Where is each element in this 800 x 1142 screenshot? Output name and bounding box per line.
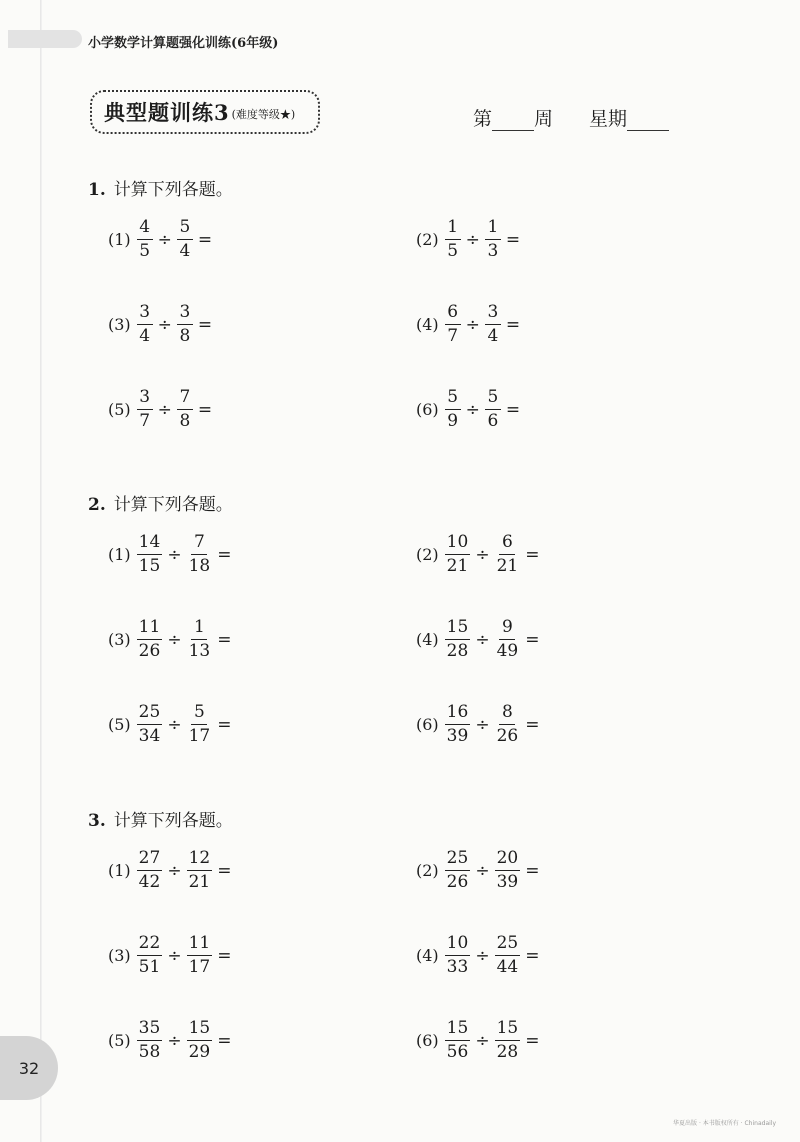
problem-1-6 bbox=[416, 389, 525, 430]
numerator: 15 bbox=[445, 1020, 471, 1041]
numerator: 7 bbox=[191, 534, 207, 555]
page-binding-edge bbox=[40, 0, 42, 1142]
numerator: 5 bbox=[445, 389, 461, 410]
divisor-fraction bbox=[495, 1020, 521, 1061]
equals-sign: = bbox=[217, 860, 232, 881]
denominator: 4 bbox=[139, 326, 151, 346]
denominator: 17 bbox=[188, 957, 211, 977]
divisor-fraction bbox=[495, 534, 521, 575]
problem-1-5 bbox=[108, 389, 217, 430]
equals-sign: = bbox=[197, 314, 213, 335]
divisor-fraction bbox=[187, 704, 213, 745]
problem-label: (2) bbox=[416, 861, 439, 880]
divisor-fraction bbox=[177, 389, 193, 430]
divisor-fraction bbox=[485, 219, 501, 260]
problem-label: (2) bbox=[416, 545, 439, 564]
equals-sign: = bbox=[217, 629, 232, 650]
denominator: 28 bbox=[446, 641, 469, 661]
numerator: 14 bbox=[137, 534, 163, 555]
denominator: 26 bbox=[496, 726, 519, 746]
numerator: 20 bbox=[495, 850, 521, 871]
section-instruction: 计算下列各题。 bbox=[113, 180, 233, 200]
equals-sign: = bbox=[525, 1030, 540, 1051]
divide-sign: ÷ bbox=[465, 229, 480, 250]
problem-label: (3) bbox=[108, 315, 131, 334]
denominator: 44 bbox=[496, 957, 519, 977]
book-title: 小学数学计算题强化训练(6年级) bbox=[88, 36, 279, 51]
denominator: 5 bbox=[139, 241, 151, 261]
problem-label: (1) bbox=[108, 545, 131, 564]
denominator: 28 bbox=[496, 1042, 519, 1062]
numerator: 10 bbox=[445, 935, 471, 956]
denominator: 21 bbox=[446, 556, 469, 576]
numerator: 12 bbox=[187, 850, 213, 871]
divisor-fraction bbox=[495, 850, 521, 891]
dividend-fraction bbox=[445, 219, 461, 260]
denominator: 7 bbox=[139, 411, 151, 431]
problem-3-3 bbox=[108, 935, 236, 976]
numerator: 8 bbox=[499, 704, 515, 725]
equals-sign: = bbox=[525, 860, 540, 881]
numerator: 5 bbox=[191, 704, 207, 725]
dividend-fraction bbox=[137, 704, 163, 745]
exercise-title: 典型题训练3 bbox=[104, 100, 230, 125]
numerator: 15 bbox=[495, 1020, 521, 1041]
numerator: 1 bbox=[485, 219, 501, 240]
problem-2-6 bbox=[416, 704, 544, 745]
numerator: 22 bbox=[137, 935, 163, 956]
equals-sign: = bbox=[217, 714, 232, 735]
numerator: 4 bbox=[137, 219, 153, 240]
divide-sign: ÷ bbox=[167, 629, 182, 650]
numerator: 15 bbox=[445, 619, 471, 640]
denominator: 26 bbox=[446, 872, 469, 892]
denominator: 51 bbox=[138, 957, 161, 977]
denominator: 9 bbox=[447, 411, 459, 431]
equals-sign: = bbox=[525, 544, 540, 565]
equals-sign: = bbox=[505, 229, 521, 250]
problem-label: (4) bbox=[416, 315, 439, 334]
numerator: 11 bbox=[187, 935, 213, 956]
denominator: 17 bbox=[188, 726, 211, 746]
exercise-badge bbox=[90, 90, 320, 134]
numerator: 25 bbox=[137, 704, 163, 725]
section-3-title bbox=[88, 806, 233, 831]
divisor-fraction bbox=[187, 619, 213, 660]
header-tab-decoration bbox=[8, 30, 82, 48]
problem-label: (1) bbox=[108, 230, 131, 249]
problem-2-4 bbox=[416, 619, 544, 660]
dividend-fraction bbox=[137, 389, 153, 430]
divide-sign: ÷ bbox=[167, 714, 182, 735]
equals-sign: = bbox=[217, 945, 232, 966]
problem-3-4 bbox=[416, 935, 544, 976]
divisor-fraction bbox=[495, 704, 521, 745]
numerator: 7 bbox=[177, 389, 193, 410]
denominator: 4 bbox=[179, 241, 191, 261]
divisor-fraction bbox=[495, 619, 521, 660]
page-number: 32 bbox=[0, 1036, 58, 1100]
numerator: 6 bbox=[499, 534, 515, 555]
problem-1-3 bbox=[108, 304, 217, 345]
numerator: 6 bbox=[445, 304, 461, 325]
divide-sign: ÷ bbox=[157, 229, 172, 250]
numerator: 25 bbox=[445, 850, 471, 871]
problem-1-4 bbox=[416, 304, 525, 345]
dividend-fraction bbox=[445, 850, 471, 891]
problem-3-2 bbox=[416, 850, 544, 891]
problem-1-2 bbox=[416, 219, 525, 260]
numerator: 3 bbox=[137, 304, 153, 325]
dividend-fraction bbox=[137, 219, 153, 260]
problem-label: (4) bbox=[416, 630, 439, 649]
denominator: 34 bbox=[138, 726, 161, 746]
equals-sign: = bbox=[505, 314, 521, 335]
divide-sign: ÷ bbox=[167, 1030, 182, 1051]
divide-sign: ÷ bbox=[465, 314, 480, 335]
numerator: 3 bbox=[137, 389, 153, 410]
dividend-fraction bbox=[445, 534, 471, 575]
denominator: 42 bbox=[138, 872, 161, 892]
divide-sign: ÷ bbox=[465, 399, 480, 420]
problem-3-6 bbox=[416, 1020, 544, 1061]
dividend-fraction bbox=[137, 304, 153, 345]
denominator: 58 bbox=[138, 1042, 161, 1062]
denominator: 13 bbox=[188, 641, 211, 661]
weekday-label: 星期 bbox=[589, 108, 628, 130]
denominator: 8 bbox=[179, 411, 191, 431]
problem-label: (3) bbox=[108, 946, 131, 965]
equals-sign: = bbox=[217, 1030, 232, 1051]
equals-sign: = bbox=[525, 945, 540, 966]
numerator: 15 bbox=[187, 1020, 213, 1041]
section-number: 2. bbox=[88, 495, 106, 515]
divide-sign: ÷ bbox=[167, 860, 182, 881]
divisor-fraction bbox=[187, 1020, 213, 1061]
section-2-title bbox=[88, 490, 233, 515]
problem-label: (6) bbox=[416, 1031, 439, 1050]
footer-note: 华夏出版 · 本书版权所有 · Chinadaily bbox=[673, 1120, 776, 1127]
equals-sign: = bbox=[525, 714, 540, 735]
divisor-fraction bbox=[187, 850, 213, 891]
divide-sign: ÷ bbox=[167, 544, 182, 565]
dividend-fraction bbox=[445, 619, 471, 660]
dividend-fraction bbox=[137, 935, 163, 976]
numerator: 1 bbox=[445, 219, 461, 240]
problem-3-5 bbox=[108, 1020, 236, 1061]
problem-2-1 bbox=[108, 534, 236, 575]
week-suffix: 周 bbox=[534, 108, 554, 130]
dividend-fraction bbox=[137, 1020, 163, 1061]
divide-sign: ÷ bbox=[475, 544, 490, 565]
denominator: 39 bbox=[496, 872, 519, 892]
numerator: 3 bbox=[485, 304, 501, 325]
dividend-fraction bbox=[445, 389, 461, 430]
section-instruction: 计算下列各题。 bbox=[113, 811, 233, 831]
denominator: 5 bbox=[447, 241, 459, 261]
dividend-fraction bbox=[445, 704, 471, 745]
section-number: 3. bbox=[88, 811, 106, 831]
problem-2-3 bbox=[108, 619, 236, 660]
divide-sign: ÷ bbox=[475, 1030, 490, 1051]
denominator: 6 bbox=[487, 411, 499, 431]
week-blank[interactable] bbox=[492, 108, 534, 131]
problem-1-1 bbox=[108, 219, 217, 260]
problem-2-2 bbox=[416, 534, 544, 575]
divisor-fraction bbox=[187, 935, 213, 976]
numerator: 3 bbox=[177, 304, 193, 325]
divisor-fraction bbox=[177, 304, 193, 345]
equals-sign: = bbox=[505, 399, 521, 420]
denominator: 39 bbox=[446, 726, 469, 746]
denominator: 56 bbox=[446, 1042, 469, 1062]
week-day-field bbox=[473, 104, 669, 131]
denominator: 26 bbox=[138, 641, 161, 661]
numerator: 10 bbox=[445, 534, 471, 555]
problem-3-1 bbox=[108, 850, 236, 891]
numerator: 11 bbox=[137, 619, 163, 640]
dividend-fraction bbox=[137, 850, 163, 891]
numerator: 35 bbox=[137, 1020, 163, 1041]
denominator: 21 bbox=[496, 556, 519, 576]
numerator: 1 bbox=[191, 619, 207, 640]
equals-sign: = bbox=[217, 544, 232, 565]
numerator: 9 bbox=[499, 619, 515, 640]
section-instruction: 计算下列各题。 bbox=[113, 495, 233, 515]
divide-sign: ÷ bbox=[475, 860, 490, 881]
numerator: 5 bbox=[177, 219, 193, 240]
denominator: 3 bbox=[487, 241, 499, 261]
equals-sign: = bbox=[197, 229, 213, 250]
divisor-fraction bbox=[187, 534, 213, 575]
dividend-fraction bbox=[137, 534, 163, 575]
problem-label: (5) bbox=[108, 715, 131, 734]
denominator: 33 bbox=[446, 957, 469, 977]
equals-sign: = bbox=[525, 629, 540, 650]
divide-sign: ÷ bbox=[157, 399, 172, 420]
denominator: 7 bbox=[447, 326, 459, 346]
denominator: 18 bbox=[188, 556, 211, 576]
dividend-fraction bbox=[445, 1020, 471, 1061]
equals-sign: = bbox=[197, 399, 213, 420]
divisor-fraction bbox=[485, 389, 501, 430]
problem-label: (5) bbox=[108, 1031, 131, 1050]
problem-2-5 bbox=[108, 704, 236, 745]
divide-sign: ÷ bbox=[475, 714, 490, 735]
numerator: 25 bbox=[495, 935, 521, 956]
problem-label: (6) bbox=[416, 400, 439, 419]
divisor-fraction bbox=[485, 304, 501, 345]
denominator: 29 bbox=[188, 1042, 211, 1062]
denominator: 15 bbox=[138, 556, 161, 576]
denominator: 8 bbox=[179, 326, 191, 346]
week-prefix: 第 bbox=[473, 108, 493, 130]
dividend-fraction bbox=[445, 935, 471, 976]
dividend-fraction bbox=[445, 304, 461, 345]
numerator: 27 bbox=[137, 850, 163, 871]
problem-label: (2) bbox=[416, 230, 439, 249]
difficulty-level: (难度等级★) bbox=[231, 108, 296, 121]
problem-label: (5) bbox=[108, 400, 131, 419]
divide-sign: ÷ bbox=[475, 945, 490, 966]
divide-sign: ÷ bbox=[157, 314, 172, 335]
weekday-blank[interactable] bbox=[627, 108, 669, 131]
problem-label: (6) bbox=[416, 715, 439, 734]
section-1-title bbox=[88, 175, 233, 200]
divisor-fraction bbox=[177, 219, 193, 260]
denominator: 4 bbox=[487, 326, 499, 346]
divide-sign: ÷ bbox=[167, 945, 182, 966]
dividend-fraction bbox=[137, 619, 163, 660]
denominator: 21 bbox=[188, 872, 211, 892]
problem-label: (3) bbox=[108, 630, 131, 649]
divisor-fraction bbox=[495, 935, 521, 976]
section-number: 1. bbox=[88, 180, 106, 200]
denominator: 49 bbox=[496, 641, 519, 661]
divide-sign: ÷ bbox=[475, 629, 490, 650]
problem-label: (1) bbox=[108, 861, 131, 880]
numerator: 5 bbox=[485, 389, 501, 410]
problem-label: (4) bbox=[416, 946, 439, 965]
numerator: 16 bbox=[445, 704, 471, 725]
